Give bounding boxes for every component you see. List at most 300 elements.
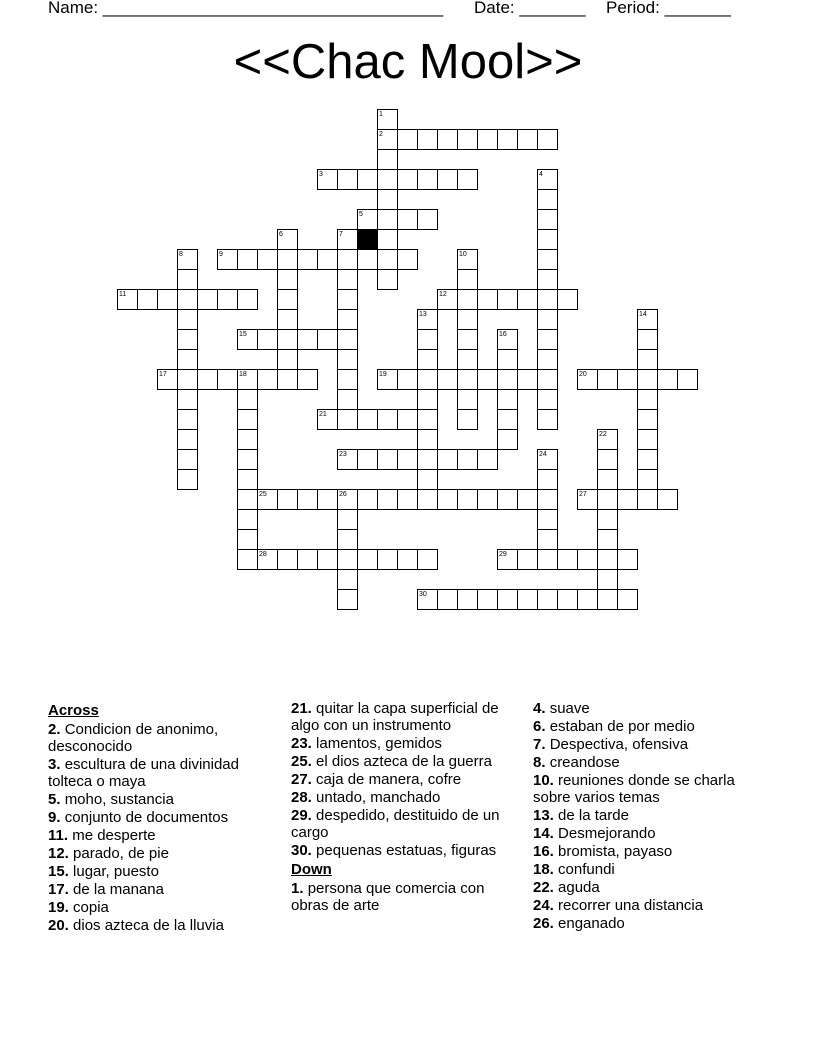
- grid-cell[interactable]: [237, 549, 258, 570]
- grid-cell[interactable]: [577, 549, 598, 570]
- clue-number: 10: [459, 251, 467, 258]
- clue-number-label: 4.: [533, 700, 550, 717]
- grid-cell[interactable]: [217, 289, 238, 310]
- grid-cell[interactable]: [457, 489, 478, 510]
- grid-cell[interactable]: [537, 309, 558, 330]
- grid-cell[interactable]: [457, 409, 478, 430]
- grid-cell[interactable]: [337, 589, 358, 610]
- grid-cell[interactable]: [257, 489, 278, 510]
- clue-text: enganado: [558, 915, 625, 932]
- grid-cell[interactable]: [417, 129, 438, 150]
- clue-item: [48, 845, 283, 862]
- grid-cell[interactable]: [417, 589, 438, 610]
- clue-number: 21: [319, 411, 327, 418]
- grid-cell[interactable]: [317, 549, 338, 570]
- grid-cell[interactable]: [317, 169, 338, 190]
- clue-number: 11: [119, 291, 127, 298]
- grid-cell[interactable]: [537, 209, 558, 230]
- grid-cell[interactable]: [237, 369, 258, 390]
- clue-item: [533, 915, 768, 932]
- grid-cell[interactable]: [337, 349, 358, 370]
- grid-cell[interactable]: [597, 549, 618, 570]
- grid-cell[interactable]: [237, 509, 258, 530]
- grid-cell[interactable]: [337, 269, 358, 290]
- grid-cell[interactable]: [137, 289, 158, 310]
- grid-cell[interactable]: [257, 249, 278, 270]
- grid-cell[interactable]: [397, 549, 418, 570]
- grid-cell[interactable]: [357, 169, 378, 190]
- clue-item: [533, 754, 768, 771]
- grid-cell[interactable]: [497, 129, 518, 150]
- grid-cell[interactable]: [457, 309, 478, 330]
- grid-cell[interactable]: [497, 429, 518, 450]
- grid-cell[interactable]: [477, 129, 498, 150]
- grid-cell[interactable]: [597, 529, 618, 550]
- grid-cell[interactable]: [597, 509, 618, 530]
- grid-cell[interactable]: [277, 369, 298, 390]
- clue-number-label: 19.: [48, 899, 74, 916]
- grid-cell[interactable]: [537, 349, 558, 370]
- grid-cell[interactable]: [457, 389, 478, 410]
- grid-cell[interactable]: [477, 449, 498, 470]
- grid-cell[interactable]: [277, 349, 298, 370]
- clue-number-label: 24.: [533, 897, 559, 914]
- clue-number-label: 12.: [48, 845, 74, 862]
- grid-cell[interactable]: [437, 589, 458, 610]
- grid-cell[interactable]: [457, 129, 478, 150]
- grid-cell[interactable]: [437, 289, 458, 310]
- clue-number: 23: [339, 451, 347, 458]
- clue-number-label: 6.: [533, 718, 550, 735]
- clue-number-label: 20.: [48, 917, 74, 934]
- grid-cell[interactable]: [457, 269, 478, 290]
- clue-item: [48, 721, 283, 755]
- grid-cell[interactable]: [517, 489, 538, 510]
- grid-cell[interactable]: [417, 369, 438, 390]
- clue-number: 25: [259, 491, 267, 498]
- name-field[interactable]: Name: ____________________________________: [48, 0, 444, 17]
- grid-cell[interactable]: [357, 449, 378, 470]
- clue-number-label: 5.: [48, 791, 65, 808]
- grid-cell[interactable]: [237, 529, 258, 550]
- clue-text: me desperte: [72, 827, 156, 844]
- grid-cell[interactable]: [397, 489, 418, 510]
- grid-cell[interactable]: [417, 449, 438, 470]
- grid-cell[interactable]: [377, 209, 398, 230]
- grid-cell[interactable]: [497, 409, 518, 430]
- grid-cell[interactable]: [417, 549, 438, 570]
- grid-cell[interactable]: [377, 269, 398, 290]
- grid-cell[interactable]: [457, 369, 478, 390]
- grid-cell[interactable]: [377, 369, 398, 390]
- grid-cell[interactable]: [457, 249, 478, 270]
- clue-number-label: 28.: [291, 789, 317, 806]
- clue-number-label: 3.: [48, 756, 65, 773]
- grid-cell[interactable]: [497, 349, 518, 370]
- grid-cell[interactable]: [397, 369, 418, 390]
- grid-cell[interactable]: [497, 489, 518, 510]
- grid-cell[interactable]: [297, 249, 318, 270]
- grid-cell[interactable]: [557, 549, 578, 570]
- grid-cell[interactable]: [337, 509, 358, 530]
- grid-cell[interactable]: [217, 249, 238, 270]
- grid-cell[interactable]: [637, 449, 658, 470]
- grid-cell[interactable]: [637, 489, 658, 510]
- clue-text: Condicion de anonimo, desconocido: [48, 721, 219, 755]
- grid-cell[interactable]: [577, 489, 598, 510]
- grid-cell[interactable]: [337, 309, 358, 330]
- clue-item: [291, 842, 526, 859]
- grid-cell[interactable]: [257, 329, 278, 350]
- grid-cell[interactable]: [537, 509, 558, 530]
- clue-number: 12: [439, 291, 447, 298]
- grid-cell[interactable]: [517, 129, 538, 150]
- clues-column-2: [291, 700, 526, 915]
- grid-cell[interactable]: [417, 329, 438, 350]
- grid-cell[interactable]: [417, 209, 438, 230]
- grid-cell[interactable]: [437, 369, 458, 390]
- clue-item: [533, 718, 768, 735]
- grid-cell[interactable]: [637, 469, 658, 490]
- clue-item: [533, 879, 768, 896]
- grid-cell[interactable]: [437, 449, 458, 470]
- black-cell: [357, 229, 378, 250]
- grid-cell[interactable]: [237, 329, 258, 350]
- grid-cell[interactable]: [237, 469, 258, 490]
- grid-cell[interactable]: [617, 369, 638, 390]
- clue-text: conjunto de documentos: [64, 809, 229, 826]
- grid-cell[interactable]: [437, 129, 458, 150]
- grid-cell[interactable]: [537, 549, 558, 570]
- grid-cell[interactable]: [377, 249, 398, 270]
- clue-text: estaban de por medio: [549, 718, 695, 735]
- clue-text: quitar la capa superficial de algo con un instrumento: [291, 700, 499, 734]
- clue-number: 2: [379, 131, 383, 138]
- clue-text: untado, manchado: [316, 789, 441, 806]
- grid-cell[interactable]: [537, 449, 558, 470]
- date-field[interactable]: Date: _______: [474, 0, 586, 17]
- clue-item: [291, 880, 526, 914]
- grid-cell[interactable]: [177, 349, 198, 370]
- grid-cell[interactable]: [537, 269, 558, 290]
- grid-cell[interactable]: [337, 389, 358, 410]
- grid-cell[interactable]: [417, 409, 438, 430]
- clue-item: [291, 735, 526, 752]
- grid-cell[interactable]: [377, 549, 398, 570]
- grid-cell[interactable]: [377, 189, 398, 210]
- grid-cell[interactable]: [337, 409, 358, 430]
- clue-number-label: 17.: [48, 881, 74, 898]
- clue-number: 16: [499, 331, 507, 338]
- grid-cell[interactable]: [337, 529, 358, 550]
- grid-cell[interactable]: [637, 389, 658, 410]
- grid-cell[interactable]: [517, 289, 538, 310]
- grid-cell[interactable]: [537, 409, 558, 430]
- grid-cell[interactable]: [437, 489, 458, 510]
- grid-cell[interactable]: [177, 409, 198, 430]
- clue-item: [533, 825, 768, 842]
- grid-cell[interactable]: [357, 409, 378, 430]
- grid-cell[interactable]: [657, 369, 678, 390]
- grid-cell[interactable]: [377, 169, 398, 190]
- grid-cell[interactable]: [297, 489, 318, 510]
- grid-cell[interactable]: [537, 249, 558, 270]
- grid-cell[interactable]: [357, 489, 378, 510]
- grid-cell[interactable]: [177, 289, 198, 310]
- grid-cell[interactable]: [417, 349, 438, 370]
- grid-cell[interactable]: [417, 489, 438, 510]
- clue-number-label: 25.: [291, 753, 317, 770]
- grid-cell[interactable]: [477, 489, 498, 510]
- clue-text: persona que comercia con obras de arte: [291, 880, 485, 914]
- grid-cell[interactable]: [277, 249, 298, 270]
- grid-cell[interactable]: [257, 369, 278, 390]
- grid-cell[interactable]: [537, 169, 558, 190]
- clue-item: [291, 771, 526, 788]
- grid-cell[interactable]: [677, 369, 698, 390]
- grid-cell[interactable]: [537, 229, 558, 250]
- grid-cell[interactable]: [237, 389, 258, 410]
- grid-cell[interactable]: [437, 169, 458, 190]
- grid-cell[interactable]: [397, 449, 418, 470]
- clue-text: bromista, payaso: [558, 843, 673, 860]
- grid-cell[interactable]: [657, 489, 678, 510]
- grid-cell[interactable]: [477, 589, 498, 610]
- clue-item: [291, 753, 526, 770]
- grid-cell[interactable]: [397, 129, 418, 150]
- clue-number-label: 27.: [291, 771, 317, 788]
- grid-cell[interactable]: [257, 549, 278, 570]
- grid-cell[interactable]: [177, 369, 198, 390]
- grid-cell[interactable]: [377, 229, 398, 250]
- grid-cell[interactable]: [397, 409, 418, 430]
- grid-cell[interactable]: [497, 389, 518, 410]
- grid-cell[interactable]: [457, 589, 478, 610]
- clue-text: recorrer una distancia: [558, 897, 704, 914]
- grid-cell[interactable]: [277, 489, 298, 510]
- grid-cell[interactable]: [277, 229, 298, 250]
- clue-number: 1: [379, 111, 383, 118]
- clue-item: [291, 807, 526, 841]
- grid-cell[interactable]: [397, 169, 418, 190]
- grid-cell[interactable]: [497, 369, 518, 390]
- grid-cell[interactable]: [557, 289, 578, 310]
- clue-number: 24: [539, 451, 547, 458]
- grid-cell[interactable]: [337, 289, 358, 310]
- grid-cell[interactable]: [637, 369, 658, 390]
- grid-cell[interactable]: [417, 309, 438, 330]
- clue-number-label: 2.: [48, 721, 65, 738]
- grid-cell[interactable]: [277, 289, 298, 310]
- grid-cell[interactable]: [337, 569, 358, 590]
- grid-cell[interactable]: [237, 249, 258, 270]
- grid-cell[interactable]: [297, 549, 318, 570]
- grid-cell[interactable]: [237, 409, 258, 430]
- grid-cell[interactable]: [537, 469, 558, 490]
- grid-cell[interactable]: [457, 329, 478, 350]
- grid-cell[interactable]: [597, 589, 618, 610]
- grid-cell[interactable]: [637, 429, 658, 450]
- period-field[interactable]: Period: _______: [606, 0, 731, 17]
- grid-cell[interactable]: [357, 249, 378, 270]
- grid-cell[interactable]: [617, 489, 638, 510]
- grid-cell[interactable]: [537, 289, 558, 310]
- grid-cell[interactable]: [177, 469, 198, 490]
- clue-number: 4: [539, 171, 543, 178]
- grid-cell[interactable]: [377, 409, 398, 430]
- clue-item: [48, 809, 283, 826]
- clue-item: [533, 861, 768, 878]
- grid-cell[interactable]: [577, 589, 598, 610]
- clue-text: lugar, puesto: [73, 863, 159, 880]
- grid-cell[interactable]: [417, 389, 438, 410]
- grid-cell[interactable]: [537, 529, 558, 550]
- grid-cell[interactable]: [317, 489, 338, 510]
- grid-cell[interactable]: [197, 289, 218, 310]
- grid-cell[interactable]: [537, 329, 558, 350]
- grid-cell[interactable]: [637, 329, 658, 350]
- grid-cell[interactable]: [357, 209, 378, 230]
- grid-cell[interactable]: [237, 449, 258, 470]
- grid-cell[interactable]: [177, 389, 198, 410]
- grid-cell[interactable]: [497, 289, 518, 310]
- grid-cell[interactable]: [497, 329, 518, 350]
- grid-cell[interactable]: [377, 109, 398, 130]
- clue-number-label: 29.: [291, 807, 317, 824]
- clue-number: 19: [379, 371, 387, 378]
- clue-number: 15: [239, 331, 247, 338]
- grid-cell[interactable]: [277, 269, 298, 290]
- grid-cell[interactable]: [477, 289, 498, 310]
- grid-cell[interactable]: [597, 469, 618, 490]
- grid-cell[interactable]: [337, 449, 358, 470]
- grid-cell[interactable]: [517, 549, 538, 570]
- clue-item: [533, 736, 768, 753]
- grid-cell[interactable]: [397, 209, 418, 230]
- grid-cell[interactable]: [357, 549, 378, 570]
- grid-cell[interactable]: [457, 349, 478, 370]
- grid-cell[interactable]: [177, 449, 198, 470]
- clue-number: 9: [219, 251, 223, 258]
- grid-cell[interactable]: [337, 249, 358, 270]
- grid-cell[interactable]: [577, 369, 598, 390]
- grid-cell[interactable]: [417, 429, 438, 450]
- grid-cell[interactable]: [377, 149, 398, 170]
- clue-number: 3: [319, 171, 323, 178]
- clue-text: de la tarde: [558, 807, 629, 824]
- clue-text: lamentos, gemidos: [316, 735, 442, 752]
- grid-cell[interactable]: [337, 169, 358, 190]
- grid-cell[interactable]: [537, 189, 558, 210]
- grid-cell[interactable]: [277, 309, 298, 330]
- grid-cell[interactable]: [497, 589, 518, 610]
- grid-cell[interactable]: [617, 589, 638, 610]
- grid-cell[interactable]: [177, 309, 198, 330]
- grid-cell[interactable]: [117, 289, 138, 310]
- clue-number: 26: [339, 491, 347, 498]
- clue-number-label: 30.: [291, 842, 317, 859]
- grid-cell[interactable]: [157, 289, 178, 310]
- grid-cell[interactable]: [517, 369, 538, 390]
- grid-cell[interactable]: [537, 129, 558, 150]
- grid-cell[interactable]: [537, 369, 558, 390]
- grid-cell[interactable]: [377, 449, 398, 470]
- grid-cell[interactable]: [277, 549, 298, 570]
- grid-cell[interactable]: [297, 329, 318, 350]
- grid-cell[interactable]: [557, 589, 578, 610]
- grid-cell[interactable]: [337, 489, 358, 510]
- grid-cell[interactable]: [537, 589, 558, 610]
- grid-cell[interactable]: [597, 449, 618, 470]
- grid-cell[interactable]: [597, 489, 618, 510]
- grid-cell[interactable]: [637, 309, 658, 330]
- grid-cell[interactable]: [317, 409, 338, 430]
- grid-cell[interactable]: [537, 489, 558, 510]
- grid-cell[interactable]: [477, 369, 498, 390]
- clue-number-label: 26.: [533, 915, 559, 932]
- grid-cell[interactable]: [597, 569, 618, 590]
- grid-cell[interactable]: [237, 489, 258, 510]
- clue-number: 29: [499, 551, 507, 558]
- grid-cell[interactable]: [517, 589, 538, 610]
- grid-cell[interactable]: [177, 329, 198, 350]
- grid-cell[interactable]: [337, 329, 358, 350]
- grid-cell[interactable]: [177, 249, 198, 270]
- grid-cell[interactable]: [637, 409, 658, 430]
- grid-cell[interactable]: [537, 389, 558, 410]
- grid-cell[interactable]: [157, 369, 178, 390]
- grid-cell[interactable]: [337, 229, 358, 250]
- grid-cell[interactable]: [597, 429, 618, 450]
- grid-cell[interactable]: [297, 369, 318, 390]
- grid-cell[interactable]: [377, 489, 398, 510]
- clue-number: 28: [259, 551, 267, 558]
- grid-cell[interactable]: [217, 369, 238, 390]
- clue-item: [48, 756, 283, 790]
- grid-cell[interactable]: [637, 349, 658, 370]
- grid-cell[interactable]: [197, 369, 218, 390]
- grid-cell[interactable]: [317, 249, 338, 270]
- grid-cell[interactable]: [417, 469, 438, 490]
- grid-cell[interactable]: [617, 549, 638, 570]
- clue-text: de la manana: [73, 881, 164, 898]
- clue-number-label: 23.: [291, 735, 317, 752]
- grid-cell[interactable]: [417, 169, 438, 190]
- grid-cell[interactable]: [377, 129, 398, 150]
- clue-text: caja de manera, cofre: [316, 771, 462, 788]
- grid-cell[interactable]: [337, 369, 358, 390]
- grid-cell[interactable]: [457, 169, 478, 190]
- clue-text: Despectiva, ofensiva: [549, 736, 689, 753]
- grid-cell[interactable]: [277, 329, 298, 350]
- grid-cell[interactable]: [597, 369, 618, 390]
- clue-number-label: 22.: [533, 879, 559, 896]
- grid-cell[interactable]: [457, 289, 478, 310]
- grid-cell[interactable]: [177, 429, 198, 450]
- grid-cell[interactable]: [237, 289, 258, 310]
- grid-cell[interactable]: [177, 269, 198, 290]
- clue-number: 13: [419, 311, 427, 318]
- grid-cell[interactable]: [237, 429, 258, 450]
- grid-cell[interactable]: [317, 329, 338, 350]
- clue-item: [533, 843, 768, 860]
- clue-number-label: 1.: [291, 880, 308, 897]
- grid-cell[interactable]: [497, 549, 518, 570]
- grid-cell[interactable]: [457, 449, 478, 470]
- puzzle-title: <<Chac Mool>>: [233, 35, 583, 89]
- grid-cell[interactable]: [337, 549, 358, 570]
- grid-cell[interactable]: [397, 249, 418, 270]
